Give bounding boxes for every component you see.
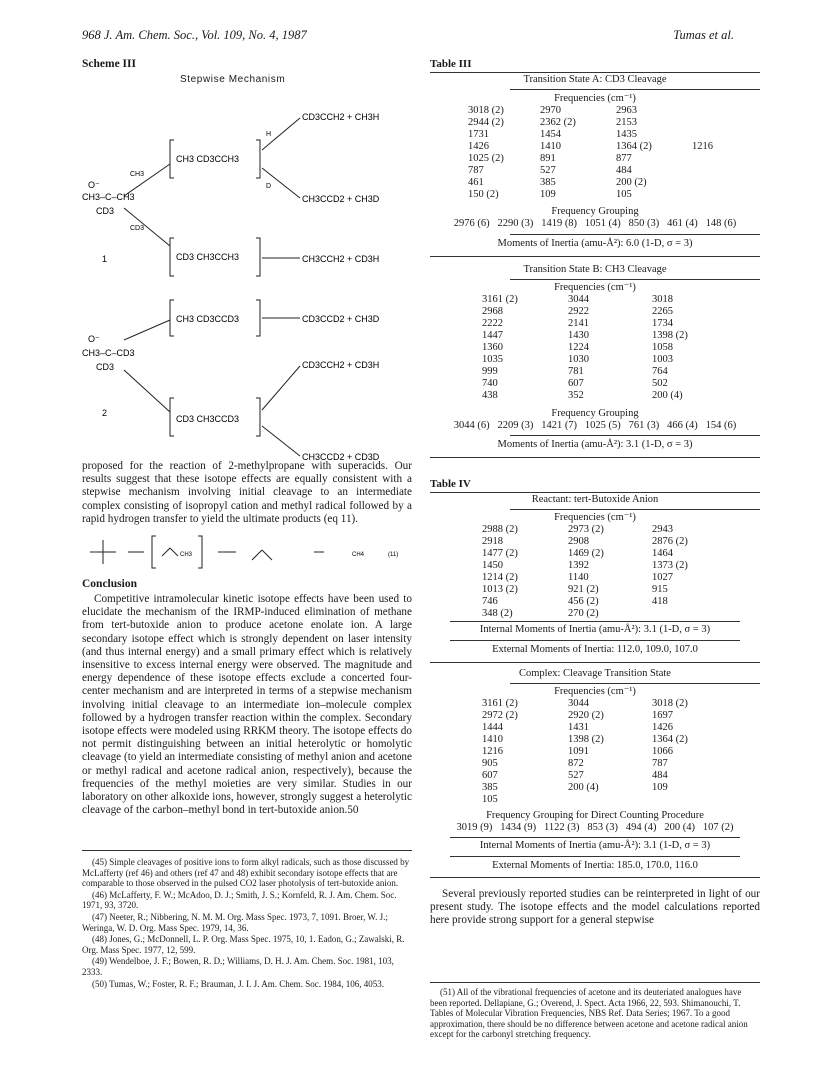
table4-bottom-rule [430,877,760,878]
table-row [482,342,732,354]
table-row [468,129,742,141]
table-cell: 200 (2) [616,177,647,188]
table-cell: 2922 [568,306,589,317]
table-cell: 1025 (2) [468,153,504,164]
table-cell: 781 [568,366,584,377]
s1-product-2: CH3CCD2 + CH3D [302,194,380,204]
table-cell: 1214 (2) [482,572,518,583]
table-row [468,189,742,201]
table-row [482,306,732,318]
table-cell: 456 (2) [568,596,599,607]
table-cell [652,794,732,806]
table-cell [692,177,742,189]
table-cell: 764 [652,366,668,377]
table-row [482,390,732,402]
table-cell: 2141 [568,318,589,329]
table-cell: 348 (2) [482,608,513,619]
table-cell: 905 [482,758,498,769]
table-cell: 740 [482,378,498,389]
table-cell: 1426 [468,141,489,152]
eq-number: (11) [388,552,399,558]
table-row [482,330,732,342]
table-row [468,117,742,129]
table-cell: 877 [616,153,632,164]
table3-mid-rule [430,256,760,257]
table-cell [692,153,742,165]
table-row [482,782,732,794]
table-row [482,584,732,596]
table3-ts-a-rule [510,89,760,90]
compound-label-2: 2 [102,408,108,418]
table-cell: 1030 [568,354,589,365]
table-cell: 1216 [482,746,503,757]
table-cell: 2988 (2) [482,524,518,535]
table-cell [568,794,652,806]
table-cell: 1364 (2) [616,141,652,152]
table3-ts-a-rule-2 [510,234,760,235]
table-cell: 461 [468,177,484,188]
table-cell: 3018 (2) [652,698,688,709]
table3-ts-b-grouping: 3044 (6) 2209 (3) 1421 (7) 1025 (5) 761 (3) 466 (4) 154 (6) [453,420,737,431]
table-row [468,105,742,117]
eq-ch4: CH4 [352,552,365,558]
table-row [468,177,742,189]
table-cell: 1035 [482,354,503,365]
table-row [482,572,732,584]
table-cell: 2963 [616,105,637,116]
table3-ts-a-grouping: 2976 (6) 2290 (3) 1419 (8) 1051 (4) 850 (3) 461 (4) 148 (6) [453,218,737,229]
table4-mid-rule [430,662,760,663]
table3-ts-b-grouping-label: Frequency Grouping [551,408,639,419]
footnote-rule [82,850,412,851]
table-cell: 1392 [568,560,589,571]
table-cell: 1140 [568,572,589,583]
table3-ts-b-moments: Moments of Inertia (amu-Å²): 3.1 (1-D, σ = 3) [497,439,693,450]
table-cell: 2918 [482,536,503,547]
table-cell [692,189,742,201]
table-cell: 352 [568,390,584,401]
table-cell [692,129,742,141]
table-cell: 2153 [616,117,637,128]
table-cell: 787 [652,758,668,769]
table-cell: 1477 (2) [482,548,518,559]
table-cell: 109 [540,189,556,200]
table-cell: 1430 [568,330,589,341]
table3-ts-a-grouping-label: Frequency Grouping [551,206,639,217]
table-cell: 1013 (2) [482,584,518,595]
table-cell: 418 [652,596,668,607]
table-cell [692,117,742,129]
table-cell: 527 [568,770,584,781]
table-row [482,560,732,572]
table4-complex-rule-3 [450,856,740,857]
table4-reactant-external-moments: External Moments of Inertia: 112.0, 109.0, 107.0 [492,644,698,655]
table4-reactant-frequencies [482,524,732,620]
table-cell: 385 [540,177,556,188]
s1-reactant-top: O⁻ [88,180,100,190]
table-cell: 891 [540,153,556,164]
s1-reactant-mid: CH3–C–CH3 [82,192,135,202]
table-cell: 270 (2) [568,608,599,619]
table4-reactant-internal-moments: Internal Moments of Inertia (amu-Å²): 3.1 (1-D, σ = 3) [479,624,711,635]
running-header: 968 J. Am. Chem. Soc., Vol. 109, No. 4, 1987 [82,28,307,42]
scheme-1-diagram [82,88,412,290]
table4-complex-rule [510,683,760,684]
table-cell: 1027 [652,572,673,583]
table-cell: 1410 [540,141,561,152]
table3-label: Table III [430,58,472,70]
table-row [482,698,732,710]
table4-complex-external-moments: External Moments of Inertia: 185.0, 170.0, 116.0 [492,860,698,871]
s2-product-1: CD3CCD2 + CH3D [302,314,380,324]
table-cell: 1364 (2) [652,734,688,745]
footnote-46: (46) McLafferty, F. W.; McAdoo, D. J.; Smith, J. S.; Kornfeld, R. J. Am. Chem. Soc. 1971, 93, 3720. [82,889,397,911]
footnote-50: (50) Tumas, W.; Foster, R. F.; Brauman, J. I. J. Am. Chem. Soc. 1984, 106, 4053. [92,978,384,989]
table-cell: 1464 [652,548,673,559]
s1-intermediate-b: CD3 CH3CCH3 [176,252,240,262]
table-cell: 109 [652,782,668,793]
table-cell: 1398 (2) [652,330,688,341]
table-cell: 2362 (2) [540,117,576,128]
table3-ts-b-rule-2 [510,435,760,436]
table-cell: 105 [482,794,498,805]
conclusion-heading: Conclusion [82,578,137,590]
table-cell: 1224 [568,342,589,353]
table-cell: 1398 (2) [568,734,604,745]
s1-reactant-bot: CD3 [96,206,115,216]
compound-label-1: 1 [102,254,108,264]
footnote-45: (45) Simple cleavages of positive ions to form alkyl radicals, such as those discussed by McLafferty (ref 46) and others (ref 47 and 48) exhibit secondary isotope effects that are comparable to those observed in the pulsed CO2 laser photolysis of tert-butoxide anion. [82,857,410,889]
table-cell: 2876 (2) [652,536,688,547]
table-cell: 527 [540,165,556,176]
table-row [482,524,732,536]
table-cell: 1454 [540,129,561,140]
table4-reactant-freq-label: Frequencies (cm⁻¹) [554,512,636,523]
table4-complex-grouping-label: Frequency Grouping for Direct Counting Procedure [486,810,704,821]
author-header: Tumas et al. [673,28,734,42]
table4-complex-rule-2 [450,837,740,838]
conclusion-paragraph: Competitive intramolecular kinetic isotope effects have been used to elucidate the mechanism of the IRMP-induced elimination of methane from tert-butoxide anion to produce acetone enolate ion. A large secondary isotope effect which is strongly dependent on laser intensity (and thus internal energy) and a small primary effect which is relatively insensitive to excess internal energy were observed. The magnitude and energy dependence of these isotope effects exclude a concerted four-center mechanism and are interpreted in terms of a stepwise mechanism involving initial cleavage to an intermediate ion–molecule complex followed by a hydrogen transfer reaction within the complex. Secondary isotope effects were modeled using RRKM theory. The isotope effects do not permit distinguishing between an initial heterolytic or homolytic cleavage (to yield an intermediate consisting of methyl anion and acetone or methyl radical and acetone radical anion, respectively), because the frequencies of the methyl moieties are very similar. Studies in our laboratory on other alkoxide ions, however, strongly suggest a heterolytic cleavage of the carbon–methyl bond in tert-butoxide anion.50 [82,593,412,817]
table-row [482,548,732,560]
s1-intermediate-a: CH3 CD3CCH3 [176,154,240,164]
table-cell: 999 [482,366,498,377]
scheme-title: Scheme III [82,58,136,70]
s2-reactant-bot: CD3 [96,362,115,372]
table4-label: Table IV [430,478,471,490]
table-cell: 921 (2) [568,584,599,595]
table-row [482,596,732,608]
table4-rule [430,492,760,493]
table-cell: 1450 [482,560,503,571]
table4-complex-grouping: 3019 (9) 1434 (9) 1122 (3) 853 (3) 494 (4) 200 (4) 107 (2) [456,822,734,833]
table3-ts-a-moments: Moments of Inertia (amu-Å²): 6.0 (1-D, σ = 3) [497,238,693,249]
table-cell: 787 [468,165,484,176]
table-cell: 2972 (2) [482,710,518,721]
table3-ts-b-frequencies [482,294,732,402]
table-cell [692,105,742,117]
right-body-paragraph: Several previously reported studies can be reinterpreted in light of our present study. The isotope effects and the model calculations reported here provide strong support for a general stepwise [430,888,760,927]
footnotes-left [82,857,412,990]
table-cell: 607 [568,378,584,389]
table-row [482,794,732,806]
table-cell: 3018 (2) [468,105,504,116]
eq-ch3: CH3 [180,552,193,558]
s2-reactant-top: O⁻ [88,334,100,344]
table-cell: 915 [652,584,668,595]
table-cell: 3161 (2) [482,294,518,305]
table-cell: 2265 [652,306,673,317]
table-cell: 1066 [652,746,673,757]
table-cell: 607 [482,770,498,781]
table-row [468,153,742,165]
scheme-2-diagram [82,296,412,472]
table-cell: 3161 (2) [482,698,518,709]
table-cell: 2222 [482,318,503,329]
s2-product-3: CH3CCD2 + CD3D [302,452,380,462]
table-row [468,165,742,177]
table3-bottom-rule [430,457,760,458]
table-cell: 200 (4) [568,782,599,793]
table-cell: 1003 [652,354,673,365]
table-cell: 105 [616,189,632,200]
table4-complex-frequencies [482,698,732,806]
table-cell: 2973 (2) [568,524,604,535]
table-cell: 3044 [568,698,589,709]
s1-product-3: CH3CCH2 + CD3H [302,254,380,264]
table-cell: 872 [568,758,584,769]
footnote-49: (49) Wendelboe, J. F.; Bowen, R. D.; Williams, D. H. J. Am. Chem. Soc. 1981, 103, 2333. [82,956,394,977]
table-cell: 1410 [482,734,503,745]
table3-ts-b-rule [510,279,760,280]
table-cell: 3018 [652,294,673,305]
table-cell [692,165,742,177]
s2-intermediate-a: CH3 CD3CCD3 [176,314,240,324]
table4-reactant-rule-2 [450,621,740,622]
table4-complex-title: Complex: Cleavage Transition State [519,668,671,679]
table-cell: 438 [482,390,498,401]
table-row [482,758,732,770]
table-cell: 1444 [482,722,503,733]
table-row [482,608,732,620]
s1-k-cd3: CD3 [130,225,145,232]
table3-ts-b-title: Transition State B: CH3 Cleavage [523,264,667,275]
table4-reactant-title: Reactant: tert-Butoxide Anion [531,494,659,505]
table-cell [652,608,732,620]
scheme-subtitle: Stepwise Mechanism [180,74,286,85]
table-cell: 2943 [652,524,673,535]
table-cell: 150 (2) [468,189,499,200]
table3-ts-a-title: Transition State A: CD3 Cleavage [523,74,667,85]
table-cell: 1058 [652,342,673,353]
table-cell: 3044 [568,294,589,305]
s1-kd: D [266,183,272,190]
table-cell: 385 [482,782,498,793]
footnote-rule-right [430,982,760,983]
table-cell: 484 [652,770,668,781]
table-cell: 2968 [482,306,503,317]
table-row [482,734,732,746]
table4-complex-internal-moments: Internal Moments of Inertia (amu-Å²): 3.1 (1-D, σ = 3) [479,840,711,851]
s1-k-ch3: CH3 [130,171,145,178]
table-cell: 1431 [568,722,589,733]
table-cell: 1426 [652,722,673,733]
table-cell: 2970 [540,105,561,116]
table-cell: 1447 [482,330,503,341]
footnote-48: (48) Jones, G.; McDonnell, L. P. Org. Mass Spec. 1975, 10, 1. Eadon, G.; Zawalski, R. Org. Mass Spec. 1977, 12, 599. [82,934,405,955]
s2-product-2: CD3CCH2 + CD3H [302,360,380,370]
table3-ts-a-frequencies [468,105,742,201]
table-cell: 1697 [652,710,673,721]
table-row [482,378,732,390]
s1-kh: H [266,131,272,138]
table-row [482,746,732,758]
table3-ts-b-freq-label: Frequencies (cm⁻¹) [554,282,636,293]
table-row [482,722,732,734]
table3-rule [430,72,760,73]
table-cell: 1435 [616,129,637,140]
table-cell: 1469 (2) [568,548,604,559]
table-cell: 502 [652,378,668,389]
table-cell: 200 (4) [652,390,683,401]
table-cell: 1373 (2) [652,560,688,571]
table-row [482,318,732,330]
table-cell: 1091 [568,746,589,757]
table3-ts-a-freq-label: Frequencies (cm⁻¹) [554,93,636,104]
table4-reactant-rule-3 [450,640,740,641]
table-cell: 1734 [652,318,673,329]
table-row [468,141,742,153]
table-cell: 484 [616,165,632,176]
s2-reactant-mid: CH3–C–CD3 [82,348,135,358]
table-row [482,366,732,378]
footnote-47: (47) Neeter, R.; Nibbering, N. M. M. Org. Mass Spec. 1973, 7, 1091. Broer, W. J.; Weringa, W. D. Org. Mass Spec. 1979, 14, 36. [82,911,388,933]
table-cell: 1216 [692,141,713,152]
table-cell: 746 [482,596,498,607]
table-row [482,710,732,722]
table-row [482,770,732,782]
body-paragraph-1: proposed for the reaction of 2-methylpropane with superacids. Our results suggest that these isotope effects are equally consistent with a stepwise mechanism involving initial cleavage to an intermediate complex consisting of isopropyl cation and methyl radical followed by a rapid hydrogen transfer to yield the ultimate products (eq 11). [82,460,412,525]
table-cell: 1731 [468,129,489,140]
table-cell: 2908 [568,536,589,547]
table4-reactant-rule [510,509,760,510]
table-row [482,354,732,366]
table4-complex-freq-label: Frequencies (cm⁻¹) [554,686,636,697]
table-cell: 2920 (2) [568,710,604,721]
equation-11 [82,532,412,572]
table-cell: 1360 [482,342,503,353]
table-cell: 2944 (2) [468,117,504,128]
s1-product-1: CD3CCH2 + CH3H [302,112,380,122]
s2-intermediate-b: CD3 CH3CCD3 [176,414,240,424]
table-row [482,294,732,306]
table-row [482,536,732,548]
footnote-51: (51) All of the vibrational frequencies of acetone and its deuteriated analogues have been reported. Dellapiane, G.; Overend, J. Spect. Acta 1966, 22, 593. Shimanouchi, T. Tables of Molecular Vibration Frequencies, NBS Ref. Data Series; 1967. To a good approximation, there should be no difference between acetone and acetone radical anion except for the carbonyl stretching frequency. [430,987,748,1040]
